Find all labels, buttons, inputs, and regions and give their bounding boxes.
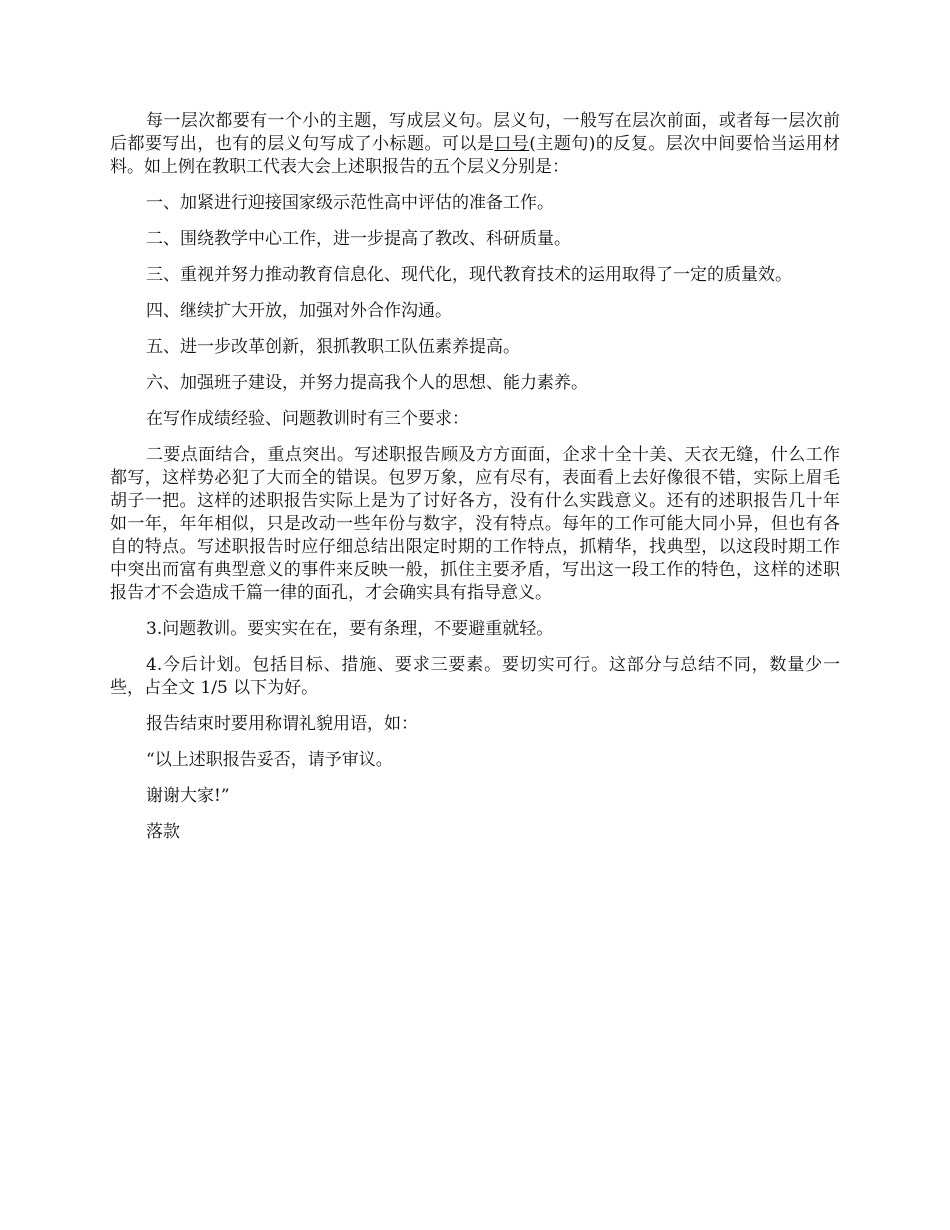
paragraph-lessons: 3.问题教训。要实实在在，要有条理，不要避重就轻。 [146, 619, 554, 639]
paragraph-plans: 4.今后计划。包括目标、措施、要求三要素。要切实可行。这部分与总结不同，数量少一些，占全文 1/5 以下为好。 [110, 655, 840, 698]
paragraph-intro-pre: 每一层次都要有一个小的主题，写成层义句。层义句，一般写在层次前面，或者每一层次前后都要写出，也有的层义句写成了小标题。可以是 [110, 111, 840, 154]
paragraph-signature: 落款 [146, 822, 180, 842]
paragraph-closing: 报告结束时要用称谓礼貌用语，如： [146, 714, 418, 734]
paragraph-intro [110, 110, 840, 179]
paragraph-focus: 二要点面结合，重点突出。写述职报告顾及方方面面，企求十全十美、天衣无缝，什么工作都写，这样势必犯了大而全的错误。包罗万象，应有尽有，表面看上去好像很不错，实际上眉毛胡子一把。这样的述职报告实际上是为了讨好各方，没有什么实践意义。还有的述职报告几十年如一年，年年相似，只是改动一些年份与数字，没有特点。每年的工作可能大同小异，但也有各自的特点。写述职报告时应仔细总结出限定时期的工作特点，抓精华，找典型，以这段时期工作中突出而富有典型意义的事件来反映一般，抓住主要矛盾，写出这一段工作的特色，这样的述职报告才不会造成千篇一律的面孔，才会确实具有指导意义。 [110, 445, 840, 603]
paragraph-item-1: 一、加紧进行迎接国家级示范性高中评估的准备工作。 [146, 193, 554, 213]
slogan-link[interactable]: 口号 [494, 134, 530, 154]
paragraph-item-3: 三、重视并努力推动教育信息化、现代化，现代教育技术的运用取得了一定的质量效。 [146, 265, 792, 285]
document-page [110, 110, 840, 857]
paragraph-item-5: 五、进一步改革创新，狠抓教职工队伍素养提高。 [146, 337, 520, 357]
paragraph-item-6: 六、加强班子建设，并努力提高我个人的思想、能力素养。 [146, 373, 588, 393]
paragraph-requirements: 在写作成绩经验、问题教训时有三个要求： [146, 409, 469, 429]
paragraph-item-2: 二、围绕教学中心工作，进一步提高了教改、科研质量。 [146, 229, 571, 249]
paragraph-intro-post: (主题句)的反复。层次中间要恰当运用材料。如上例在教职工代表大会上述职报告的五个层义分别是： [110, 134, 841, 177]
paragraph-item-4: 四、继续扩大开放，加强对外合作沟通。 [146, 301, 452, 321]
paragraph-quote-1: “以上述职报告妥否，请予审议。 [146, 750, 393, 770]
paragraph-quote-2: 谢谢大家!” [146, 786, 230, 806]
